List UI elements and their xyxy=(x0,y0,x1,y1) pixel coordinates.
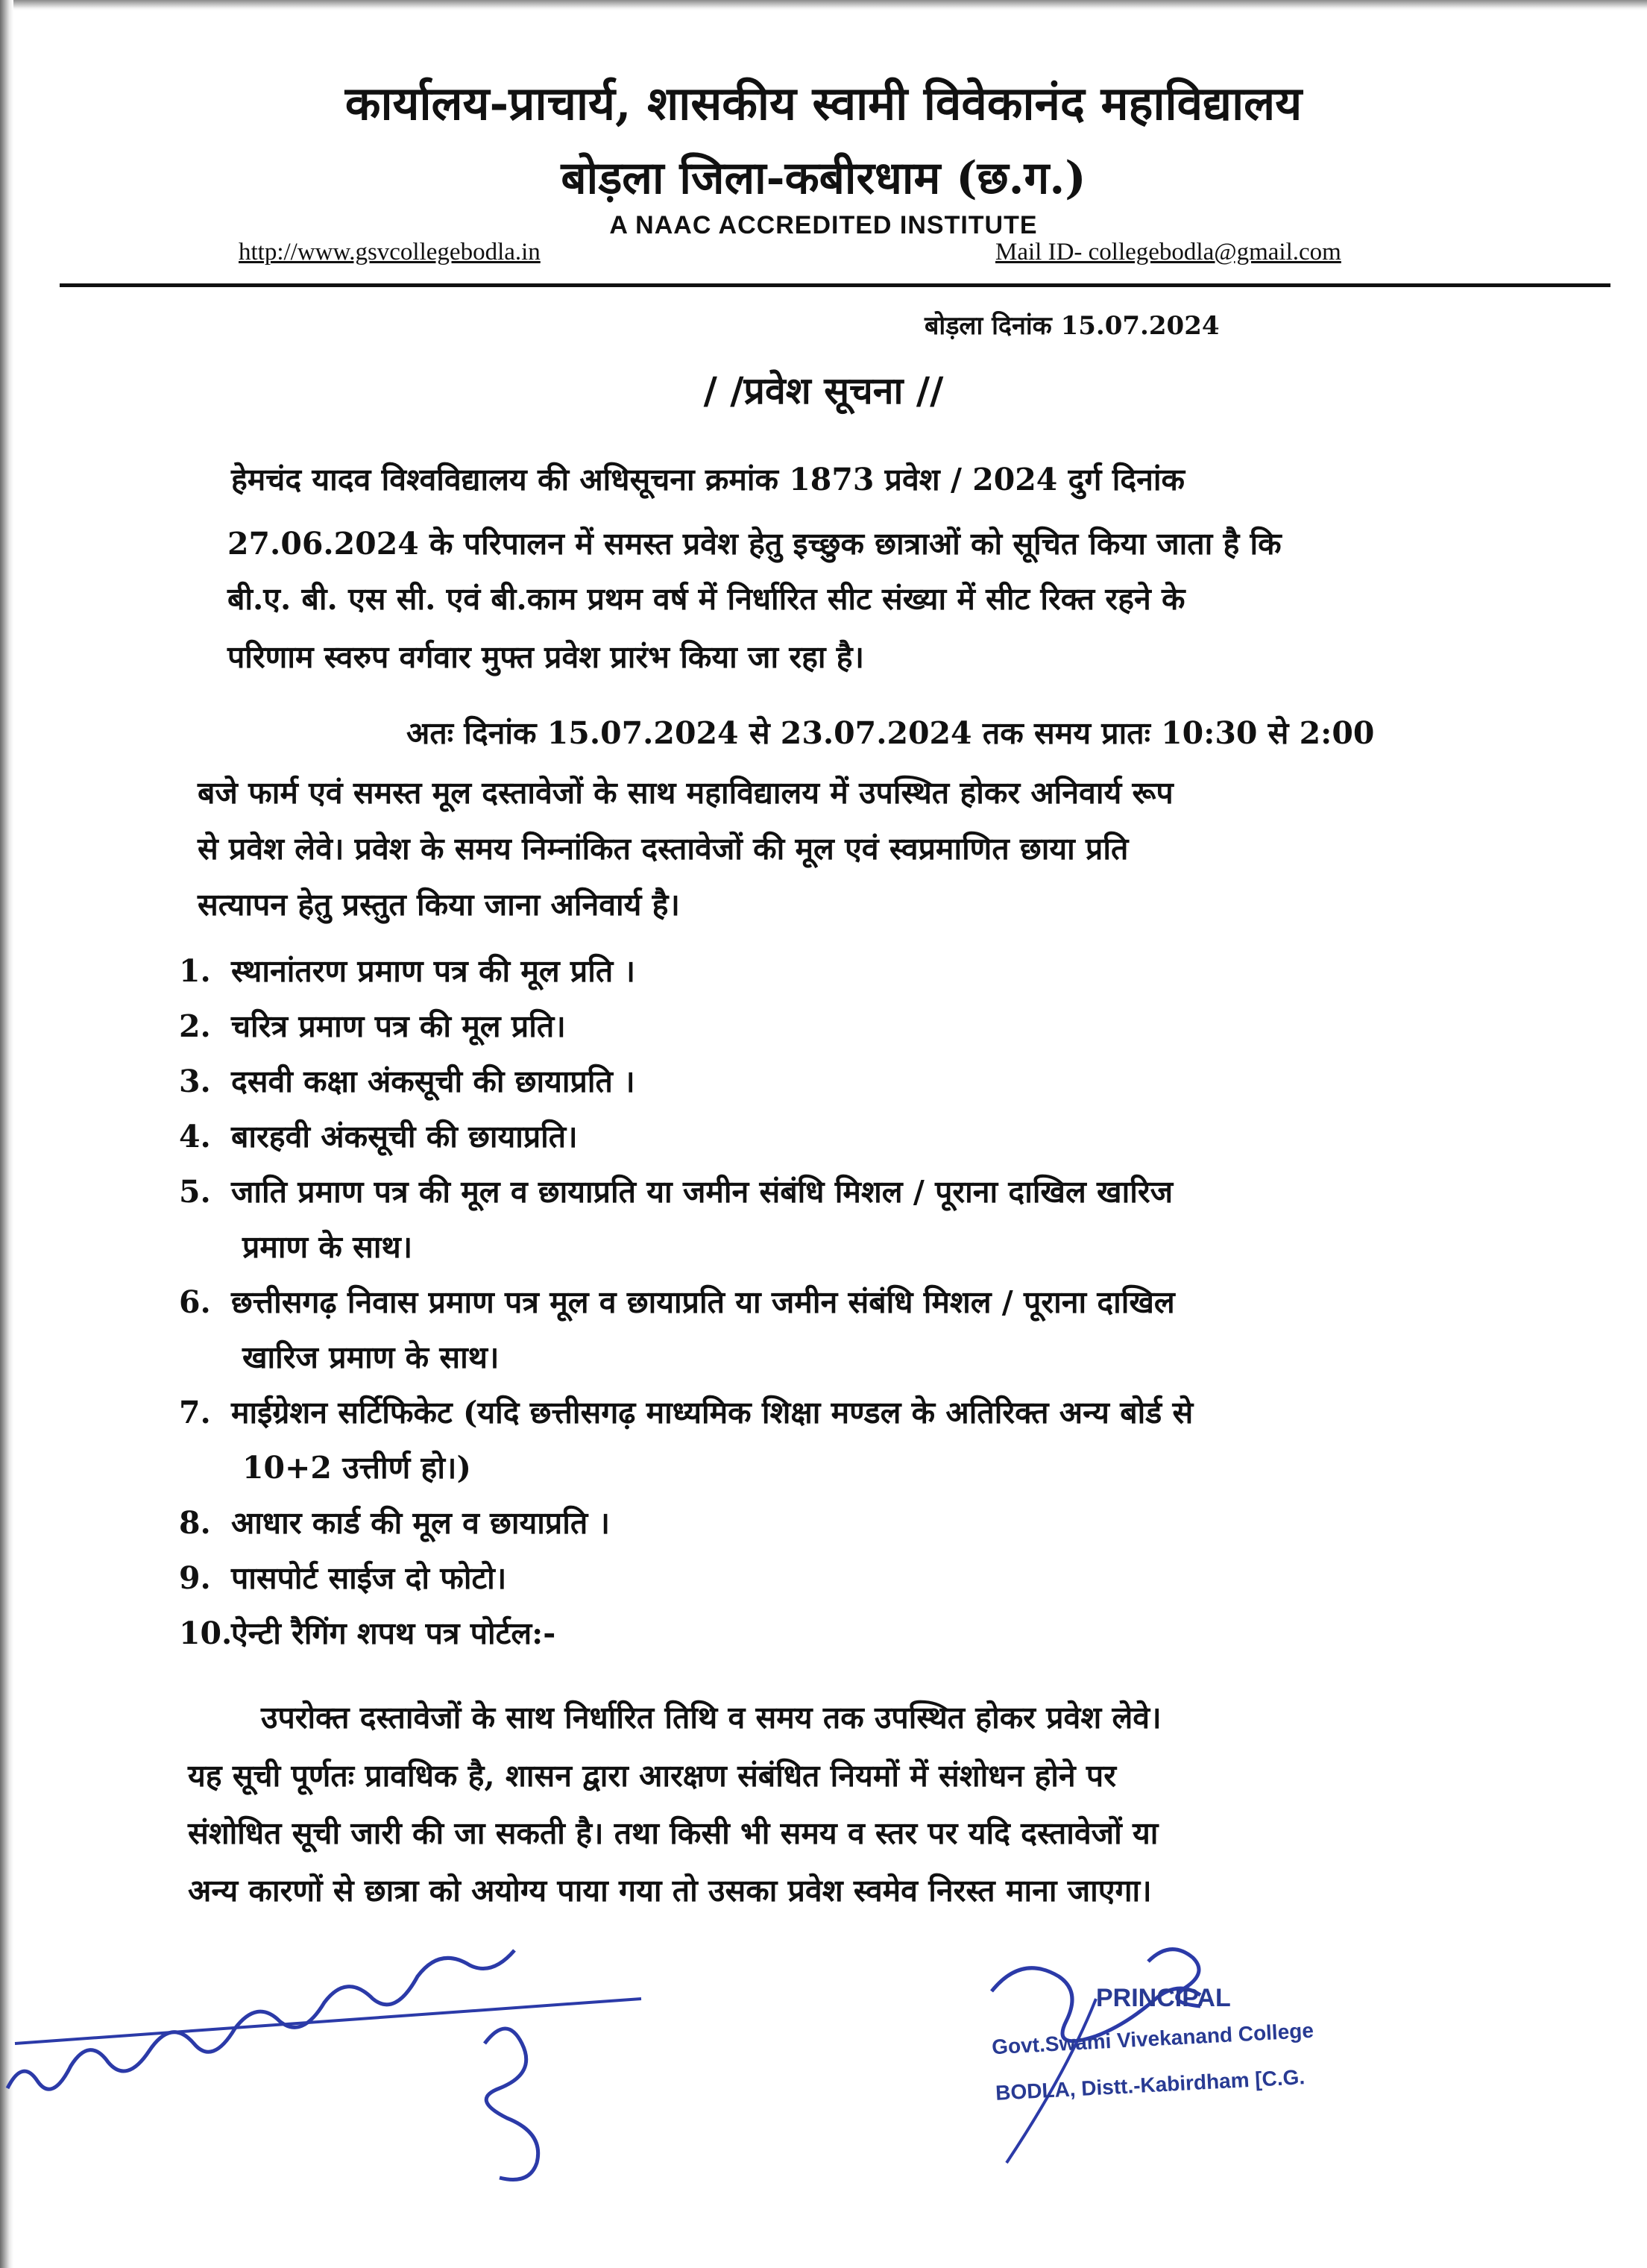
para1-line1: हेमचंद यादव विश्वविद्यालय की अधिसूचना क्रमांक 1873 प्रवेश / 2024 दुर्ग दिनांक xyxy=(231,462,1185,497)
document-item xyxy=(179,1164,1461,1275)
para2-line3: से प्रवेश लेवे। प्रवेश के समय निम्नांकित दस्तावेजों की मूल एवं स्वप्रमाणित छाया प्रति xyxy=(198,831,1129,867)
scan-edge-top xyxy=(0,0,1647,10)
document-text: आधार कार्ड की मूल व छायाप्रति । xyxy=(231,1505,611,1541)
closing-line1: उपरोक्त दस्तावेजों के साथ निर्धारित तिथि व समय तक उपस्थित होकर प्रवेश लेवे। xyxy=(261,1700,1162,1735)
document-text: दसवी कक्षा अंकसूची की छायाप्रति । xyxy=(231,1064,635,1099)
document-item xyxy=(179,1495,1461,1551)
closing-line4: अन्य कारणों से छात्रा को अयोग्य पाया गया तो उसका प्रवेश स्वमेव निरस्त माना जाएगा। xyxy=(188,1873,1152,1909)
document-text-continued: 10+2 उत्तीर्ण हो।) xyxy=(242,1450,471,1486)
document-item xyxy=(179,1385,1461,1495)
scan-edge-left xyxy=(0,0,13,2268)
document-item xyxy=(179,999,1461,1054)
stamp-address: BODLA, Distt.-Kabirdham [C.G. xyxy=(995,2065,1306,2105)
stamp-principal: PRINCIPAL xyxy=(1096,1984,1231,2012)
para2-line1: अतः दिनांक 15.07.2024 से 23.07.2024 तक समय प्रातः 10:30 से 2:00 xyxy=(406,715,1375,751)
website-link[interactable]: http://www.gsvcollegebodla.in xyxy=(239,239,541,266)
dateline: बोड़ला दिनांक 15.07.2024 xyxy=(925,311,1220,341)
closing-line3: संशोधित सूची जारी की जा सकती है। तथा किसी भी समय व स्तर पर यदि दस्तावेजों या xyxy=(188,1815,1159,1851)
documents-list xyxy=(179,943,1461,1661)
document-number: 1. xyxy=(179,953,211,989)
document-item xyxy=(179,943,1461,999)
closing-line2: यह सूची पूर्णतः प्रावधिक है, शासन द्वारा आरक्षण संबंधित नियमों में संशोधन होने पर xyxy=(188,1758,1116,1794)
document-number: 9. xyxy=(179,1560,211,1596)
document-item xyxy=(179,1054,1461,1109)
para2-line2: बजे फार्म एवं समस्त मूल दस्तावेजों के साथ महाविद्यालय में उपस्थित होकर अनिवार्य रूप xyxy=(198,775,1174,811)
principal-stamp xyxy=(962,1932,1439,2178)
document-text: स्थानांतरण प्रमाण पत्र की मूल प्रति । xyxy=(231,953,636,989)
document-number: 5. xyxy=(179,1174,211,1210)
document-text: पासपोर्ट साईज दो फोटो। xyxy=(231,1560,507,1596)
document-text: छत्तीसगढ़ निवास प्रमाण पत्र मूल व छायाप्रति या जमीन संबंधि मिशल / पूराना दाखिल xyxy=(231,1284,1175,1320)
document-number: 6. xyxy=(179,1284,211,1320)
notice-title: / /प्रवेश सूचना // xyxy=(703,368,944,412)
document-number: 7. xyxy=(179,1395,211,1430)
para1-line3: बी.ए. बी. एस सी. एवं बी.काम प्रथम वर्ष में निर्धारित सीट संख्या में सीट रिक्त रहने के xyxy=(227,581,1185,617)
para2-line4: सत्यापन हेतु प्रस्तुत किया जाना अनिवार्य है। xyxy=(198,887,680,923)
document-text: चरित्र प्रमाण पत्र की मूल प्रति। xyxy=(231,1008,566,1044)
document-text-continued: प्रमाण के साथ। xyxy=(242,1229,413,1265)
document-text-continued: खारिज प्रमाण के साथ। xyxy=(242,1339,500,1375)
document-text: बारहवी अंकसूची की छायाप्रति। xyxy=(231,1119,578,1155)
accreditation-line: A NAAC ACCREDITED INSTITUTE xyxy=(609,211,1038,239)
office-title: कार्यालय-प्राचार्य, शासकीय स्वामी विवेकानंद महाविद्यालय xyxy=(344,76,1303,131)
mail-id[interactable]: Mail ID- collegebodla@gmail.com xyxy=(995,239,1341,266)
document-number: 4. xyxy=(179,1119,211,1155)
para1-line2: 27.06.2024 के परिपालन में समस्त प्रवेश हेतु इच्छुक छात्राओं को सूचित किया जाता है कि xyxy=(227,526,1282,562)
document-item xyxy=(179,1275,1461,1385)
handwritten-note xyxy=(0,1932,671,2185)
header-divider xyxy=(60,283,1610,287)
document-number: 3. xyxy=(179,1064,211,1099)
document-number: 10. xyxy=(179,1615,233,1651)
document-item xyxy=(179,1109,1461,1164)
para1-line4: परिणाम स्वरुप वर्गवार मुफ्त प्रवेश प्रारंभ किया जा रहा है। xyxy=(227,639,865,675)
document-number: 2. xyxy=(179,1008,211,1044)
document-text: जाति प्रमाण पत्र की मूल व छायाप्रति या जमीन संबंधि मिशल / पूराना दाखिल खारिज xyxy=(231,1174,1174,1210)
office-location: बोड़ला जिला-कबीरधाम (छ.ग.) xyxy=(561,152,1086,204)
document-text: माईग्रेशन सर्टिफिकेट (यदि छत्तीसगढ़ माध्यमिक शिक्षा मण्डल के अतिरिक्त अन्य बोर्ड से xyxy=(231,1395,1194,1430)
document-item xyxy=(179,1606,1461,1661)
stamp-college: Govt.Swami Vivekanand College xyxy=(991,2018,1314,2059)
document-text: ऐन्टी रैगिंग शपथ पत्र पोर्टल:- xyxy=(231,1615,556,1651)
document-number: 8. xyxy=(179,1505,211,1541)
document-item xyxy=(179,1551,1461,1606)
